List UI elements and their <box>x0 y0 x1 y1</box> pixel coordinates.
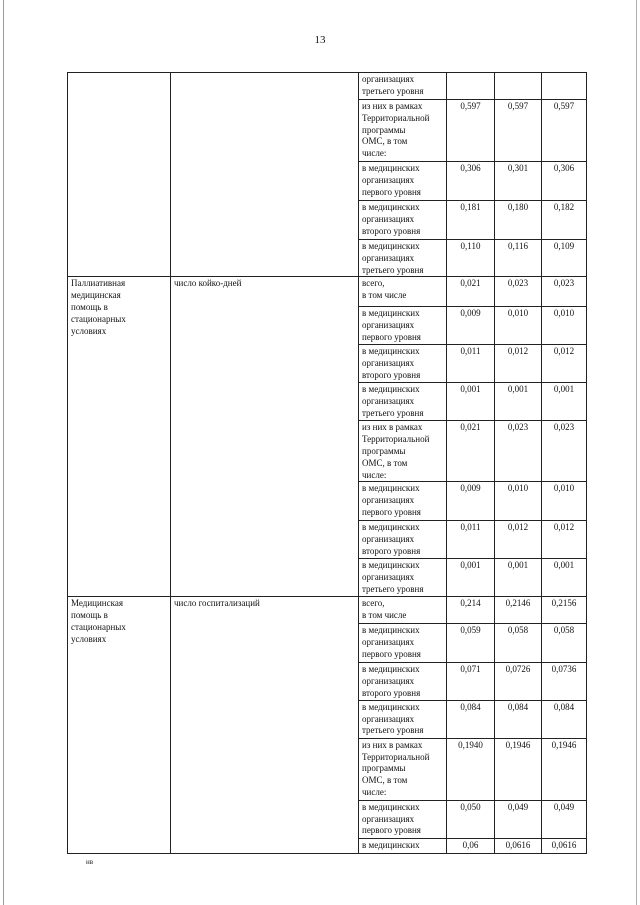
value-cell-2: 0,010 <box>495 482 542 521</box>
breakdown-cell: всего, в том числе <box>359 597 447 624</box>
value-cell-1: 0,050 <box>447 800 495 838</box>
value-cell-2: 0,023 <box>495 277 542 307</box>
breakdown-cell: в медицинских организациях второго уровня <box>359 663 447 700</box>
value-cell-2: 0,012 <box>495 521 542 559</box>
value-cell-1: 0,059 <box>447 624 495 663</box>
value-cell-1: 0,181 <box>447 201 495 240</box>
breakdown-cell: в медицинских <box>359 838 447 853</box>
value-cell-1: 0,011 <box>447 345 495 383</box>
breakdown-cell: всего, в том числе <box>359 277 447 307</box>
scan-edge-left <box>3 0 4 905</box>
section-cell: Медицинская помощь в стационарных условиях <box>68 597 171 853</box>
value-cell-1: 0,597 <box>447 100 495 162</box>
indicator-cell: число койко-дней <box>171 277 359 597</box>
section-cell <box>68 73 171 277</box>
value-cell-2: 0,058 <box>495 624 542 663</box>
breakdown-cell: в медицинских организациях первого уровня <box>359 800 447 838</box>
value-cell-1: 0,071 <box>447 663 495 700</box>
indicator-cell: число госпитализаций <box>171 597 359 853</box>
breakdown-cell: в медицинских организациях первого уровня <box>359 162 447 201</box>
value-cell-2: 0,2146 <box>495 597 542 624</box>
value-cell-1: 0,001 <box>447 383 495 421</box>
value-cell-2: 0,001 <box>495 383 542 421</box>
value-cell-2: 0,049 <box>495 800 542 838</box>
value-cell-2: 0,0726 <box>495 663 542 700</box>
value-cell-1: 0,06 <box>447 838 495 853</box>
value-cell-1: 0,1940 <box>447 738 495 800</box>
value-cell-1: 0,021 <box>447 277 495 307</box>
value-cell-2: 0,301 <box>495 162 542 201</box>
breakdown-cell: в медицинских организациях второго уровня <box>359 521 447 559</box>
table-body <box>68 73 587 854</box>
breakdown-cell: в медицинских организациях первого уровня <box>359 307 447 345</box>
value-cell-1: 0,009 <box>447 307 495 345</box>
value-cell-3: 0,182 <box>542 201 587 240</box>
footer-mark: нв <box>86 858 94 866</box>
value-cell-3: 0,023 <box>542 277 587 307</box>
value-cell-1: 0,214 <box>447 597 495 624</box>
page-number: 13 <box>314 34 326 46</box>
breakdown-cell: организациях третьего уровня <box>359 73 447 100</box>
data-table <box>67 72 587 854</box>
breakdown-cell: из них в рамках Территориальной программы ОМС, в том числе: <box>359 421 447 482</box>
value-cell-3: 0,2156 <box>542 597 587 624</box>
value-cell-2: 0,084 <box>495 700 542 738</box>
value-cell-2 <box>495 73 542 100</box>
value-cell-3: 0,084 <box>542 700 587 738</box>
value-cell-3: 0,010 <box>542 482 587 521</box>
indicator-cell <box>171 73 359 277</box>
table-row <box>68 73 587 100</box>
value-cell-2: 0,1946 <box>495 738 542 800</box>
value-cell-2: 0,180 <box>495 201 542 240</box>
value-cell-2: 0,010 <box>495 307 542 345</box>
value-cell-2: 0,001 <box>495 559 542 597</box>
value-cell-3 <box>542 73 587 100</box>
breakdown-cell: в медицинских организациях второго уровня <box>359 345 447 383</box>
value-cell-3: 0,0616 <box>542 838 587 853</box>
breakdown-cell: в медицинских организациях третьего уровня <box>359 700 447 738</box>
value-cell-3: 0,058 <box>542 624 587 663</box>
value-cell-3: 0,1946 <box>542 738 587 800</box>
value-cell-1: 0,011 <box>447 521 495 559</box>
value-cell-3: 0,109 <box>542 240 587 277</box>
breakdown-cell: в медицинских организациях третьего уровня <box>359 240 447 277</box>
breakdown-cell: из них в рамках Территориальной программы ОМС, в том числе: <box>359 738 447 800</box>
value-cell-1: 0,009 <box>447 482 495 521</box>
breakdown-cell: из них в рамках Территориальной программы ОМС, в том числе: <box>359 100 447 162</box>
value-cell-1: 0,084 <box>447 700 495 738</box>
value-cell-3: 0,012 <box>542 345 587 383</box>
value-cell-1: 0,306 <box>447 162 495 201</box>
value-cell-2: 0,116 <box>495 240 542 277</box>
value-cell-1: 0,021 <box>447 421 495 482</box>
section-cell: Паллиативная медицинская помощь в стационарных условиях <box>68 277 171 597</box>
value-cell-3: 0,306 <box>542 162 587 201</box>
value-cell-3: 0,012 <box>542 521 587 559</box>
breakdown-cell: в медицинских организациях третьего уровня <box>359 559 447 597</box>
value-cell-2: 0,597 <box>495 100 542 162</box>
value-cell-3: 0,023 <box>542 421 587 482</box>
value-cell-3: 0,0736 <box>542 663 587 700</box>
value-cell-1 <box>447 73 495 100</box>
breakdown-cell: в медицинских организациях первого уровня <box>359 624 447 663</box>
breakdown-cell: в медицинских организациях второго уровня <box>359 201 447 240</box>
value-cell-2: 0,023 <box>495 421 542 482</box>
table-row <box>68 597 587 624</box>
value-cell-3: 0,001 <box>542 383 587 421</box>
value-cell-3: 0,049 <box>542 800 587 838</box>
value-cell-3: 0,597 <box>542 100 587 162</box>
value-cell-2: 0,0616 <box>495 838 542 853</box>
value-cell-2: 0,012 <box>495 345 542 383</box>
value-cell-3: 0,010 <box>542 307 587 345</box>
table-row <box>68 277 587 307</box>
value-cell-1: 0,001 <box>447 559 495 597</box>
breakdown-cell: в медицинских организациях третьего уровня <box>359 383 447 421</box>
value-cell-1: 0,110 <box>447 240 495 277</box>
breakdown-cell: в медицинских организациях первого уровня <box>359 482 447 521</box>
value-cell-3: 0,001 <box>542 559 587 597</box>
scan-edge-right <box>636 0 637 905</box>
